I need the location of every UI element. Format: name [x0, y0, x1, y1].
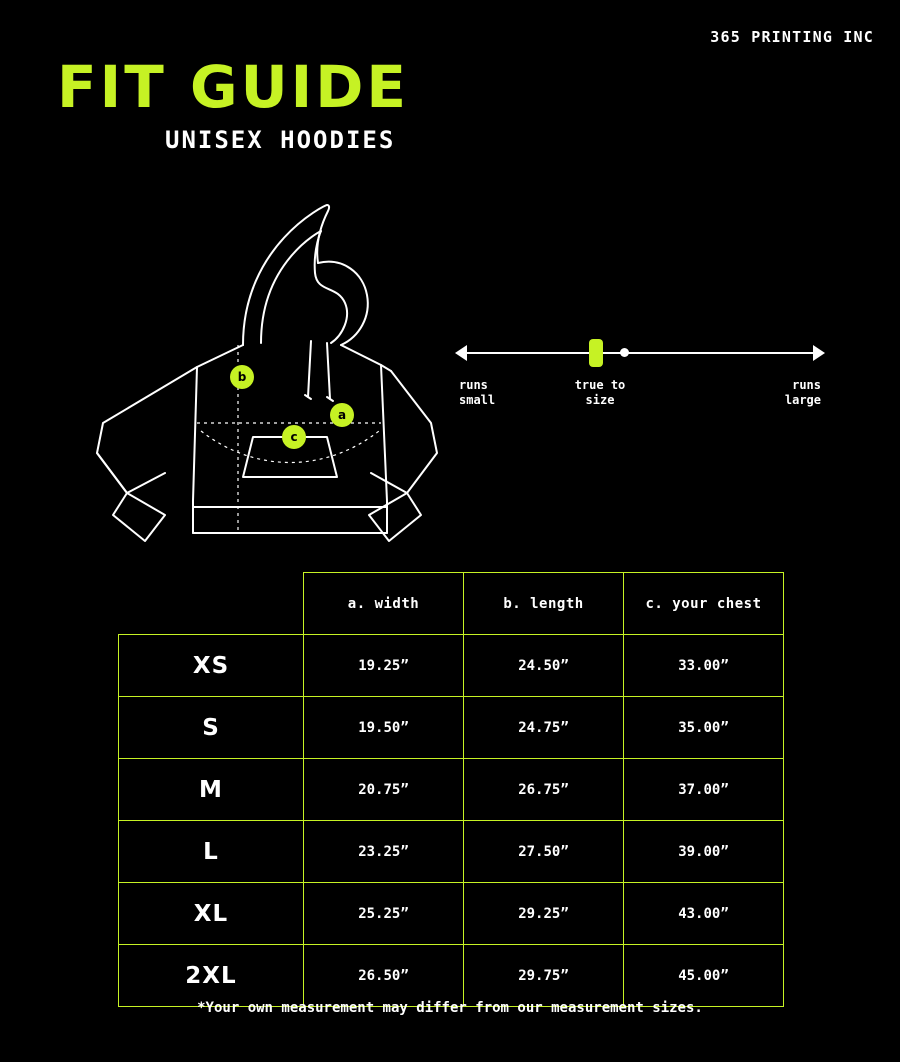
- row-width: 25.25”: [304, 883, 464, 945]
- table-row: [119, 821, 784, 883]
- fit-center-dot: [620, 348, 629, 357]
- scale-label-runs-large-line2: large: [784, 393, 821, 407]
- footnote: *Your own measurement may differ from our measurement sizes.: [197, 1000, 703, 1016]
- row-length: 29.25”: [464, 883, 624, 945]
- row-size: S: [119, 697, 304, 759]
- page-title: FIT GUIDE: [57, 53, 410, 121]
- arrow-left-icon: [455, 345, 467, 361]
- row-length: 24.50”: [464, 635, 624, 697]
- table-header-row: [119, 573, 784, 635]
- row-chest: 39.00”: [624, 821, 784, 883]
- scale-label-true-line1: true to: [574, 378, 626, 392]
- row-chest: 43.00”: [624, 883, 784, 945]
- size-chart-table: [118, 572, 784, 1007]
- scale-axis: [465, 352, 815, 354]
- table-row: [119, 945, 784, 1007]
- row-size: L: [119, 821, 304, 883]
- marker-c: c: [282, 425, 306, 449]
- table-row: [119, 697, 784, 759]
- row-width: 19.50”: [304, 697, 464, 759]
- scale-label-runs-small-line2: small: [459, 393, 496, 407]
- fit-marker: [589, 339, 603, 367]
- row-size: XL: [119, 883, 304, 945]
- brand-name: 365 PRINTING INC: [710, 28, 874, 46]
- table-row: [119, 635, 784, 697]
- scale-label-runs-large: [751, 378, 821, 408]
- table-row: [119, 883, 784, 945]
- scale-label-runs-large-line1: runs: [792, 378, 821, 392]
- table-header-chest: c. your chest: [624, 573, 784, 635]
- row-size: 2XL: [119, 945, 304, 1007]
- row-length: 24.75”: [464, 697, 624, 759]
- row-chest: 45.00”: [624, 945, 784, 1007]
- scale-label-true-to-size: [560, 378, 640, 408]
- row-length: 29.75”: [464, 945, 624, 1007]
- row-size: XS: [119, 635, 304, 697]
- row-width: 26.50”: [304, 945, 464, 1007]
- fit-scale: [455, 330, 825, 440]
- row-length: 27.50”: [464, 821, 624, 883]
- row-length: 26.75”: [464, 759, 624, 821]
- row-width: 20.75”: [304, 759, 464, 821]
- scale-label-runs-small: [459, 378, 529, 408]
- row-size: M: [119, 759, 304, 821]
- row-width: 19.25”: [304, 635, 464, 697]
- scale-label-true-line2: size: [585, 393, 615, 407]
- row-chest: 35.00”: [624, 697, 784, 759]
- hoodie-illustration: [75, 185, 465, 545]
- table-header-width: a. width: [304, 573, 464, 635]
- table-row: [119, 759, 784, 821]
- row-chest: 37.00”: [624, 759, 784, 821]
- table-header-length: b. length: [464, 573, 624, 635]
- row-chest: 33.00”: [624, 635, 784, 697]
- arrow-right-icon: [813, 345, 825, 361]
- marker-b: b: [230, 365, 254, 389]
- table-header-blank: [119, 573, 304, 635]
- marker-a: a: [330, 403, 354, 427]
- scale-label-runs-small-line1: runs: [459, 378, 488, 392]
- row-width: 23.25”: [304, 821, 464, 883]
- page-subtitle: UNISEX HOODIES: [165, 126, 396, 154]
